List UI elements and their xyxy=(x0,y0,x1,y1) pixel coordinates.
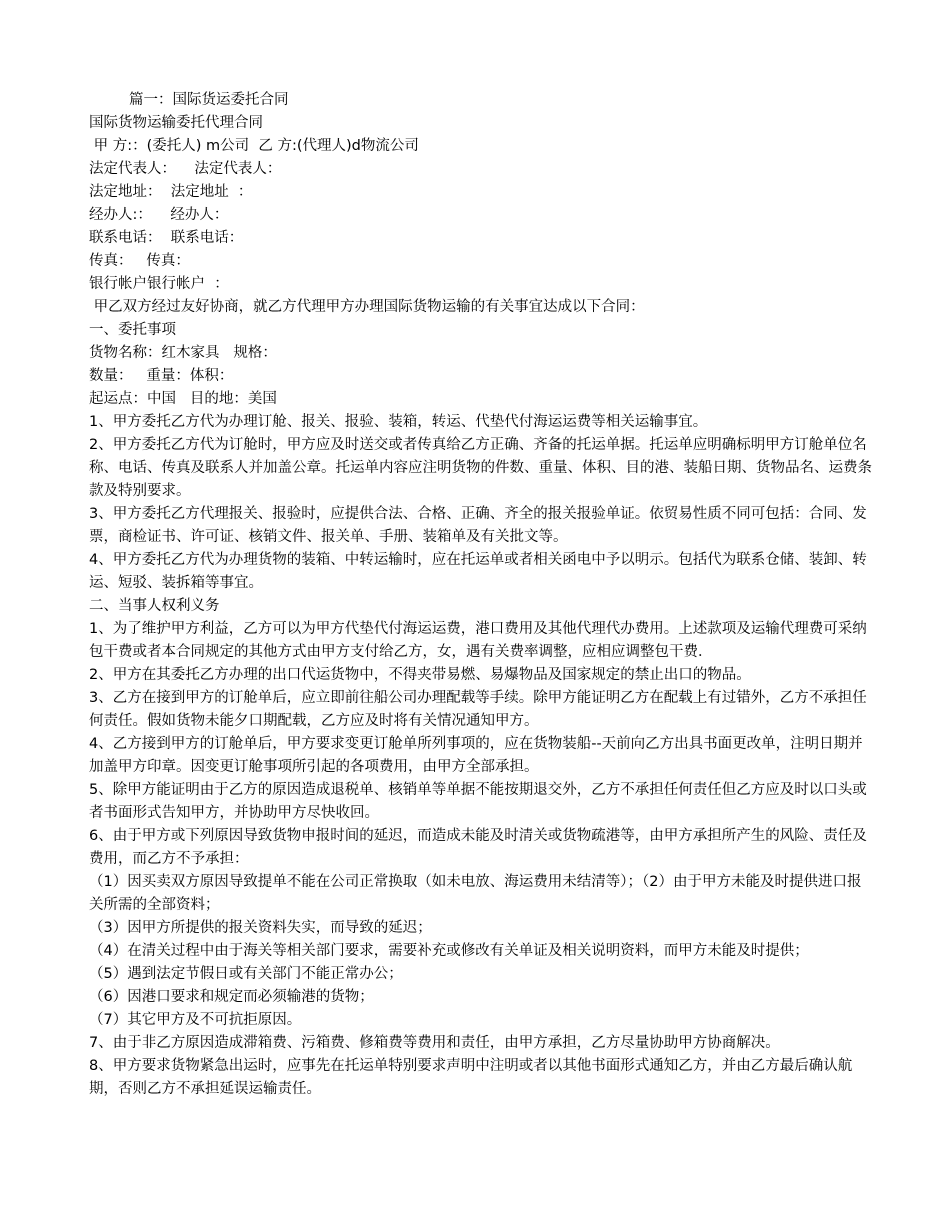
contract-paragraph: 货物名称：红木家具 规格： xyxy=(89,345,277,361)
contract-paragraph: （4）在清关过程中由于海关等相关部门要求，需要补充或修改有关单证及相关说明资料，而甲方未能及时提供； xyxy=(89,943,809,959)
contract-paragraph: 6、由于甲方或下列原因导致货物申报时间的延迟，而造成未能及时清关或货物疏港等，由甲方承担所产生的风险、责任及费用，而乙方不予承担： xyxy=(89,828,867,867)
contract-paragraph: 起运点：中国 目的地：美国 xyxy=(89,391,277,407)
document-heading: 篇一：国际货运委托合同 xyxy=(129,92,289,108)
contract-paragraph: 银行帐户银行帐户 ： xyxy=(89,276,229,292)
contract-paragraph: 经办人:： 经办人： xyxy=(89,207,229,223)
contract-paragraph: 4、乙方接到甲方的订舱单后，甲方要求变更订舱单所列事项的，应在货物装船--天前向乙方出具书面更改单，注明日期并加盖甲方印章。因变更订舱事项所引起的各项费用，由甲方全部承担。 xyxy=(89,736,863,775)
contract-paragraph: 3、乙方在接到甲方的订舱单后，应立即前往船公司办理配载等手续。除甲方能证明乙方在配载上有过错外，乙方不承担任何责任。假如货物未能夕口期配载，乙方应及时将有关情况通知甲方。 xyxy=(89,690,867,729)
contract-paragraph: 一、委托事项 xyxy=(89,322,176,338)
contract-paragraph: （1）因买卖双方原因导致提单不能在公司正常换取（如未电放、海运费用未结清等）；（2）由于甲方未能及时提供进口报关所需的全部资料； xyxy=(89,874,862,913)
contract-paragraph: 2、甲方委托乙方代为订舱时，甲方应及时送交或者传真给乙方正确、齐备的托运单据。托运单应明确标明甲方订舱单位名称、电话、传真及联系人并加盖公章。托运单内容应注明货物的件数、重量、体积、目的港、装船日期、货物品名、运费条款及特别要求。 xyxy=(89,437,872,499)
contract-paragraph: 法定代表人： 法定代表人： xyxy=(89,161,282,177)
contract-paragraph: 4、甲方委托乙方代为办理货物的装箱、中转运输时，应在托运单或者相关函电中予以明示。包括代为联系仓储、装卸、转运、短驳、装拆箱等事宜。 xyxy=(89,552,867,591)
contract-paragraph: （6）因港口要求和规定而必须输港的货物； xyxy=(89,989,374,1005)
contract-paragraph: 甲 方:：(委托人) m公司 乙 方:(代理人)d物流公司 xyxy=(89,138,419,154)
contract-paragraph: （3）因甲方所提供的报关资料失实，而导致的延迟； xyxy=(89,920,432,936)
contract-paragraph: 法定地址： 法定地址 ： xyxy=(89,184,253,200)
contract-paragraph: 1、为了维护甲方利益，乙方可以为甲方代垫代付海运运费，港口费用及其他代理代办费用。上述款项及运输代理费可采纳包干费或者本合同规定的其他方式由甲方支付给乙方，女，遇有关费率调整，应相应调整包干费． xyxy=(89,621,867,660)
contract-paragraph: 2、甲方在其委托乙方办理的出口代运货物中，不得夹带易燃、易爆物品及国家规定的禁止出口的物品。 xyxy=(89,667,751,683)
contract-paragraph: 传真： 传真： xyxy=(89,253,190,269)
contract-paragraph: 7、由于非乙方原因造成滞箱费、污箱费、修箱费等费用和责任，由甲方承担，乙方尽量协助甲方协商解决。 xyxy=(89,1035,780,1051)
contract-paragraph: 甲乙双方经过友好协商，就乙方代理甲方办理国际货物运输的有关事宜达成以下合同： xyxy=(89,299,645,315)
document-page xyxy=(89,89,874,1101)
contract-title: 国际货物运输委托代理合同 xyxy=(89,115,263,131)
contract-paragraph: 3、甲方委托乙方代理报关、报验时，应提供合法、合格、正确、齐全的报关报验单证。依贸易性质不同可包括：合同、发票，商检证书、许可证、核销文件、报关单、手册、装箱单及有关批文等。 xyxy=(89,506,867,545)
contract-paragraph: 5、除甲方能证明由于乙方的原因造成退税单、核销单等单据不能按期退交外，乙方不承担任何责任但乙方应及时以口头或者书面形式告知甲方，并协助甲方尽快收回。 xyxy=(89,782,867,821)
contract-body xyxy=(89,135,874,1101)
contract-paragraph: （7）其它甲方及不可抗拒原因。 xyxy=(89,1012,302,1028)
contract-paragraph: 数量： 重量：体积： xyxy=(89,368,234,384)
contract-paragraph: 8、甲方要求货物紧急出运时，应事先在托运单特别要求声明中注明或者以其他书面形式通知乙方，并由乙方最后确认航期，否则乙方不承担延误运输责任。 xyxy=(89,1058,853,1097)
contract-paragraph: 联系电话： 联系电话： xyxy=(89,230,244,246)
contract-paragraph: （5）遇到法定节假日或有关部门不能正常办公； xyxy=(89,966,403,982)
contract-paragraph: 二、当事人权利义务 xyxy=(89,598,220,614)
contract-paragraph: 1、甲方委托乙方代为办理订舱、报关、报验、装箱，转运、代垫代付海运运费等相关运输事宜。 xyxy=(89,414,708,430)
